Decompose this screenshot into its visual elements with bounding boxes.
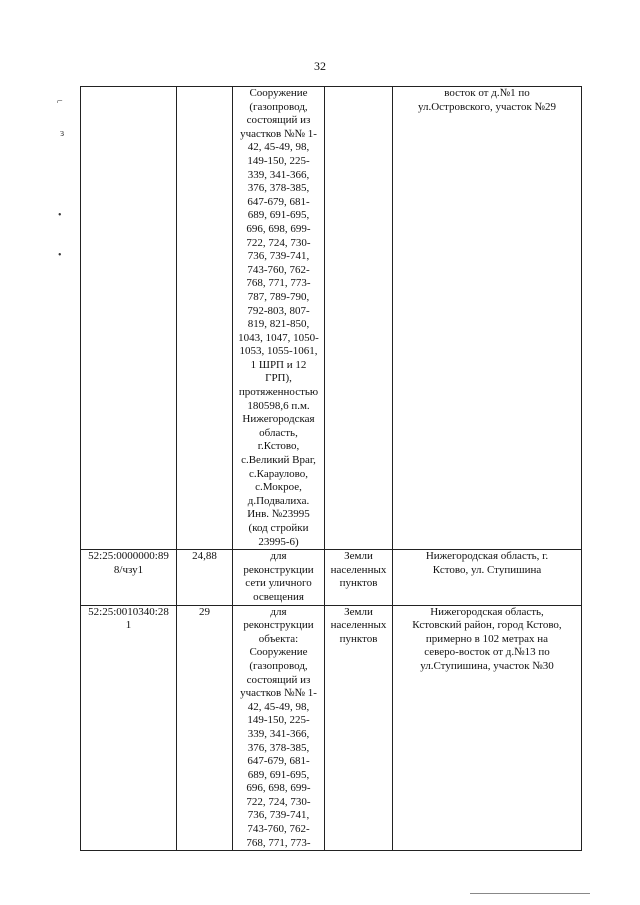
margin-dot: • (58, 210, 62, 221)
table-row (81, 550, 582, 605)
margin-mark: ⌐ (57, 96, 63, 107)
purpose-cell: Сооружение (газопровод, состоящий из участков №№ 1- 42, 45-49, 98, 149-150, 225- 339, 341-366, 376, 378-385, 647-679, 681- 689, 691-695, 696, 698, 699- 722, 724, 730- 736, 739-741, 743-760, 762- 768, 771, 773- 787, 789-790, 792-803, 807- 819, 821-850, 1043, 1047, 1050- 1053, 1055-1061, 1 ШРП и 12 ГРП), протяженностью 180598,6 п.м. Нижегородская область, г.Кстово, с.Великий Враг, с.Караулово, с.Мокрое, д.Подвалиха. Инв. №23995 (код стройки 23995-6) (233, 87, 325, 550)
page-number: 32 (314, 59, 326, 73)
location-cell: восток от д.№1 по ул.Островского, участок №29 (393, 87, 582, 550)
land-category-cell: Земли населенных пунктов (325, 605, 393, 851)
area-cell: 29 (177, 605, 233, 851)
cadastral-number-cell: 52:25:0000000:89 8/чзу1 (81, 550, 177, 605)
purpose-cell: для реконструкции объекта: Сооружение (газопровод, состоящий из участков №№ 1- 42, 45-49, 98, 149-150, 225- 339, 341-366, 376, 378-385, 647-679, 681- 689, 691-695, 696, 698, 699- 722, 724, 730- 736, 739-741, 743-760, 762- 768, 771, 773- (233, 605, 325, 851)
area-cell: 24,88 (177, 550, 233, 605)
table-row (81, 605, 582, 851)
location-cell: Нижегородская область, Кстовский район, город Кстово, примерно в 102 метрах на северо-восток от д.№13 по ул.Ступишина, участок №30 (393, 605, 582, 851)
land-plots-table (80, 86, 582, 851)
margin-dot: • (58, 250, 62, 261)
cadastral-number-cell (81, 87, 177, 550)
location-cell: Нижегородская область, г. Кстово, ул. Ступишина (393, 550, 582, 605)
margin-mark: ɜ (60, 128, 65, 139)
land-category-cell: Земли населенных пунктов (325, 550, 393, 605)
area-cell (177, 87, 233, 550)
cadastral-number-cell: 52:25:0010340:28 1 (81, 605, 177, 851)
bottom-scan-line (470, 893, 590, 894)
purpose-cell: для реконструкции сети уличного освещения (233, 550, 325, 605)
table-row (81, 87, 582, 550)
land-category-cell (325, 87, 393, 550)
